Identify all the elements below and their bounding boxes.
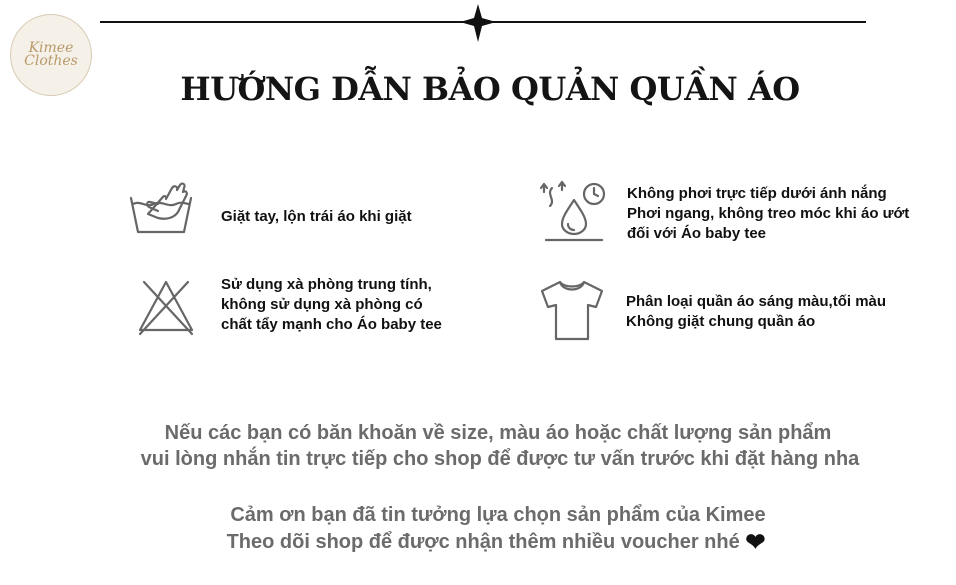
tshirt-icon <box>538 279 606 343</box>
dry-shade-icon <box>538 178 608 242</box>
thanks-message-line-2: Theo dõi shop để được nhận thêm nhiều voucher nhé ❤ <box>226 529 766 556</box>
hand-wash-icon <box>128 180 194 236</box>
support-message-line-2: vui lòng nhắn tin trực tiếp cho shop để được tư vấn trước khi đặt hàng nha <box>140 448 860 470</box>
sparkle-icon <box>460 4 496 42</box>
header-divider <box>100 4 866 44</box>
thanks-message-line-1: Cảm ơn bạn đã tin tưởng lựa chọn sản phẩm của Kimee <box>230 504 766 526</box>
care-hand-wash: Giặt tay, lộn trái áo khi giặt <box>221 208 412 225</box>
heart-icon: ❤ <box>745 529 766 556</box>
no-bleach-icon <box>136 278 196 336</box>
logo-line-1: Kimee <box>28 40 74 56</box>
care-sort-colors: Phân loại quần áo sáng màu,tối màu Không giặt chung quần áo <box>626 293 887 330</box>
page-title: HƯỚNG DẪN BẢO QUẢN QUẦN ÁO <box>180 70 800 108</box>
logo-line-2: Clothes <box>24 53 78 69</box>
care-no-bleach: Sử dụng xà phòng trung tính, không sử dụng xà phòng có chất tẩy mạnh cho Áo baby tee <box>221 276 442 333</box>
support-message-line-1: Nếu các bạn có băn khoăn về size, màu áo hoặc chất lượng sản phẩm <box>164 422 832 444</box>
care-dry-shade: Không phơi trực tiếp dưới ánh nắng Phơi ngang, không treo móc khi áo ướt đối với Áo baby tee <box>627 185 910 242</box>
